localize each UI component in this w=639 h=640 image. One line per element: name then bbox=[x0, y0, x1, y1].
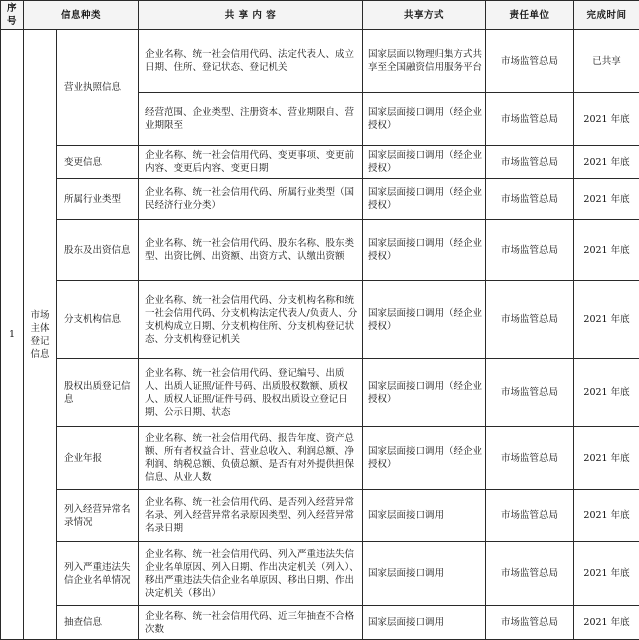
share-content: 企业名称、统一社会信用代码、股东名称、股东类型、出资比例、出资额、出资方式、认缴出资额 bbox=[139, 220, 363, 281]
responsible-unit: 市场监管总局 bbox=[486, 427, 574, 490]
completion-time: 已共享 bbox=[574, 30, 639, 93]
responsible-unit: 市场监管总局 bbox=[486, 179, 574, 220]
header-content: 共 享 内 容 bbox=[139, 1, 363, 30]
table-row bbox=[1, 359, 639, 427]
share-method: 国家层面接口调用 bbox=[363, 490, 486, 542]
table-row bbox=[1, 30, 639, 93]
info-type: 抽查信息 bbox=[57, 606, 139, 640]
share-content: 企业名称、统一社会信用代码、列入严重违法失信企业名单原因、列入日期、作出决定机关（列入）、移出严重违法失信企业名单原因、移出日期、作出决定机关（移出） bbox=[139, 542, 363, 606]
info-type: 股权出质登记信息 bbox=[57, 359, 139, 427]
share-content: 经营范围、企业类型、注册资本、营业期限自、营业期限至 bbox=[139, 93, 363, 146]
table-row bbox=[1, 542, 639, 606]
share-content: 企业名称、统一社会信用代码、是否列入经营异常名录、列入经营异常名录原因类型、列入经营异常名录日期 bbox=[139, 490, 363, 542]
info-type: 股东及出资信息 bbox=[57, 220, 139, 281]
completion-time: 2021 年底 bbox=[574, 542, 639, 606]
table-header-row bbox=[1, 1, 639, 30]
info-type: 所属行业类型 bbox=[57, 179, 139, 220]
share-method: 国家层面接口调用（经企业授权） bbox=[363, 281, 486, 359]
completion-time: 2021 年底 bbox=[574, 606, 639, 640]
share-method: 国家层面接口调用（经企业授权） bbox=[363, 359, 486, 427]
completion-time: 2021 年底 bbox=[574, 93, 639, 146]
share-content: 企业名称、统一社会信用代码、所属行业类型（国民经济行业分类） bbox=[139, 179, 363, 220]
responsible-unit: 市场监管总局 bbox=[486, 490, 574, 542]
info-type: 企业年报 bbox=[57, 427, 139, 490]
share-method: 国家层面接口调用（经企业授权） bbox=[363, 427, 486, 490]
completion-time: 2021 年底 bbox=[574, 490, 639, 542]
table-row bbox=[1, 427, 639, 490]
responsible-unit: 市场监管总局 bbox=[486, 146, 574, 179]
completion-time: 2021 年底 bbox=[574, 179, 639, 220]
share-method: 国家层面接口调用（经企业授权） bbox=[363, 220, 486, 281]
info-type: 分支机构信息 bbox=[57, 281, 139, 359]
responsible-unit: 市场监管总局 bbox=[486, 220, 574, 281]
completion-time: 2021 年底 bbox=[574, 359, 639, 427]
header-method: 共享方式 bbox=[363, 1, 486, 30]
responsible-unit: 市场监管总局 bbox=[486, 542, 574, 606]
table-row bbox=[1, 220, 639, 281]
share-method: 国家层面以物理归集方式共享至全国融资信用服务平台 bbox=[363, 30, 486, 93]
completion-time: 2021 年底 bbox=[574, 427, 639, 490]
share-content: 企业名称、统一社会信用代码、分支机构名称和统一社会信用代码、分支机构法定代表人/负责人、分支机构成立日期、分支机构住所、分支机构登记状态、分支机构登记机关 bbox=[139, 281, 363, 359]
info-type: 列入经营异常名录情况 bbox=[57, 490, 139, 542]
header-unit: 责任单位 bbox=[486, 1, 574, 30]
table-row bbox=[1, 281, 639, 359]
share-content: 企业名称、统一社会信用代码、法定代表人、成立日期、住所、登记状态、登记机关 bbox=[139, 30, 363, 93]
share-content: 企业名称、统一社会信用代码、登记编号、出质人、出质人证照/证件号码、出质股权数额、质权人、质权人证照/证件号码、股权出质设立登记日期、公示日期、状态 bbox=[139, 359, 363, 427]
info-type: 变更信息 bbox=[57, 146, 139, 179]
header-time: 完成时间 bbox=[574, 1, 639, 30]
share-method: 国家层面接口调用 bbox=[363, 606, 486, 640]
responsible-unit: 市场监管总局 bbox=[486, 359, 574, 427]
share-content: 企业名称、统一社会信用代码、变更事项、变更前内容、变更后内容、变更日期 bbox=[139, 146, 363, 179]
group-number: 1 bbox=[1, 30, 24, 640]
table-row bbox=[1, 606, 639, 640]
share-method: 国家层面接口调用（经企业授权） bbox=[363, 146, 486, 179]
completion-time: 2021 年底 bbox=[574, 220, 639, 281]
info-type: 列入严重违法失信企业名单情况 bbox=[57, 542, 139, 606]
responsible-unit: 市场监管总局 bbox=[486, 606, 574, 640]
table-row bbox=[1, 490, 639, 542]
share-method: 国家层面接口调用 bbox=[363, 542, 486, 606]
table-row bbox=[1, 179, 639, 220]
info-type: 营业执照信息 bbox=[57, 30, 139, 146]
header-no: 序号 bbox=[1, 1, 24, 30]
table-row bbox=[1, 146, 639, 179]
responsible-unit: 市场监管总局 bbox=[486, 281, 574, 359]
completion-time: 2021 年底 bbox=[574, 281, 639, 359]
share-method: 国家层面接口调用（经企业授权） bbox=[363, 179, 486, 220]
share-content: 企业名称、统一社会信用代码、报告年度、资产总额、所有者权益合计、营业总收入、利润总额、净利润、纳税总额、负债总额、是否有对外提供担保信息、从业人数 bbox=[139, 427, 363, 490]
responsible-unit: 市场监管总局 bbox=[486, 93, 574, 146]
share-method: 国家层面接口调用（经企业授权） bbox=[363, 93, 486, 146]
responsible-unit: 市场监管总局 bbox=[486, 30, 574, 93]
group-name: 市场主体登记信息 bbox=[24, 30, 57, 640]
share-content: 企业名称、统一社会信用代码、近三年抽查不合格次数 bbox=[139, 606, 363, 640]
header-category: 信息种类 bbox=[24, 1, 139, 30]
completion-time: 2021 年底 bbox=[574, 146, 639, 179]
